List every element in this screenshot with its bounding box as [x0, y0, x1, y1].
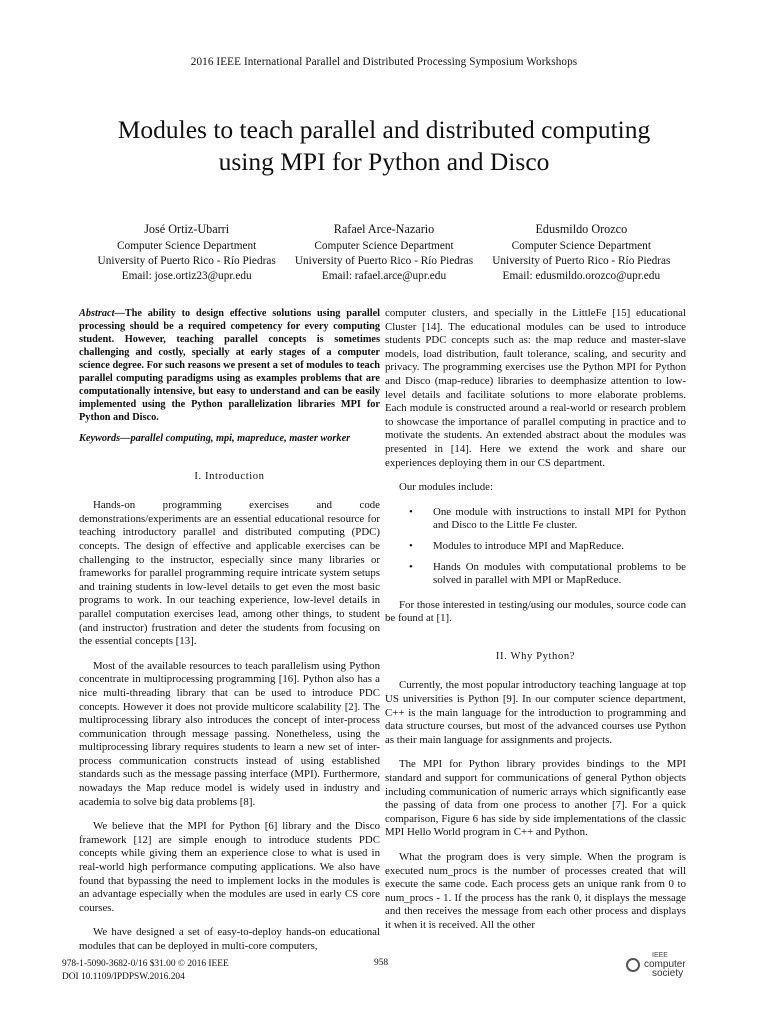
author-email: Email: jose.ortiz23@upr.edu	[121, 270, 252, 282]
right-paragraph-1: computer clusters, and specially in the LittleFe [15] educational Cluster [14]. The educational modules can be used to introduce students PDC concepts such as: the map reduce and master-slave models, load distribution, fault tolerance, scaling, and security and privacy. The programming exercises use the Python MPI for Python and Disco (map-reduce) libraries to deemphasize attention to low-level details and facilitate solutions to more elaborate problems. Each module is constructed around a real-world or research problem to showcase the importance of parallel computing in practice and to motivate the students. An extended abstract about the modules was presented in [14]. Here we extend the work and share our experiences deploying them in our CS department.	[385, 307, 686, 469]
author-univ: University of Puerto Rico - Río Piedras	[492, 255, 671, 267]
section-heading-why-python: II. Why Python?	[495, 650, 576, 662]
author-name: José Ortiz-Ubarri	[144, 222, 230, 236]
abstract	[79, 307, 380, 424]
logo-ieee-text: IEEE	[652, 952, 668, 959]
author-univ: University of Puerto Rico - Río Piedras	[294, 255, 474, 267]
keywords: Keywords—parallel computing, mpi, mapreduce, master worker	[79, 433, 351, 444]
footer-copyright	[62, 958, 229, 984]
title-line-1: Modules to teach parallel and distributed computing	[117, 115, 651, 144]
conference-header: 2016 IEEE International Parallel and Distributed Processing Symposium Workshops	[190, 56, 578, 68]
modules-list	[385, 506, 686, 588]
abstract-label: Abstract	[79, 308, 115, 319]
author-name: Rafael Arce-Nazario	[333, 222, 435, 236]
author-dept: Computer Science Department	[117, 240, 257, 252]
intro-paragraph-2: Most of the available resources to teach parallelism using Python concentrate in multiprocessing programming [16]. Python also has a nice multi-threading library that can be used to introduce PDC concepts. However it does not provide multicore scalability [2]. The multiprocessing library also introduces the concept of inter-process communication through message passing. Nonetheless, using the multiprocessing library requires students to learn a new set of inter-process communication constructs instead of using established standards such as the message passing interface (MPI). Furthermore, nowadays the Map reduce model is widely used in industry and academia to solve big data problems [8].	[79, 659, 380, 808]
page-number: 958	[374, 958, 389, 968]
source-paragraph: For those interested in testing/using our modules, source code can be found at [1].	[385, 598, 686, 625]
bullet-icon: •	[409, 539, 413, 552]
list-item: • Hands On modules with computational problems to be solved in parallel with MPI or MapReduce.	[409, 560, 686, 587]
author-name: Edusmildo Orozco	[535, 222, 628, 236]
intro-paragraph-4: We have designed a set of easy-to-deploy hands-on educational modules that can be deployed in multi-core computers,	[79, 926, 380, 952]
author-univ: University of Puerto Rico - Río Piedras	[97, 255, 276, 267]
list-item: • One module with instructions to install MPI for Python and Disco to the Little Fe cluster.	[409, 505, 686, 532]
author-1	[88, 222, 285, 284]
why-paragraph-3: What the program does is very simple. When the program is executed num_procs is the number of processes created that will execute the same code. Each process gets an unique rank from 0 to num_procs - 1. If the process has the rank 0, it displays the message and then receives the message from each other process and displays it when it is received. All the other	[385, 851, 686, 931]
paper-title	[40, 114, 728, 178]
section-heading-introduction: I. Introduction	[194, 470, 265, 482]
title-line-2: using MPI for Python and Disco	[218, 147, 550, 176]
author-email: Email: rafael.arce@upr.edu	[321, 270, 447, 282]
intro-paragraph-3: We believe that the MPI for Python [6] library and the Disco framework [12] are simple enough to introduce students PDC concepts while giving them an experience close to what is used in real-world high performance computing applications. We also have found that bypassing the need to implement locks in the modules is an advantage especially when the modules are used in early CS core courses.	[79, 820, 380, 914]
right-column	[385, 307, 686, 933]
footer-doi: DOI 10.1109/IPDPSW.2016.204	[62, 972, 185, 982]
footer-isbn: 978-1-5090-3682-0/16 $31.00 © 2016 IEEE	[62, 959, 229, 969]
bullet-icon: •	[409, 560, 413, 573]
computer-society-logo	[626, 952, 696, 986]
bullet-icon: •	[409, 505, 413, 518]
abstract-text: —The ability to design effective solutions using parallel processing should be a required competency for every computing student. However, teaching parallel concepts is sometimes challenging and costly, specially at early stages of a computer science degree. For such reasons we present a set of modules to teach parallel computing paradigms using as examples problems that are computationally intensive, but easy to understand and can be easily implemented using the Python parallelization libraries MPI for Python and Disco.	[79, 308, 380, 423]
logo-wordmark: computer society	[644, 959, 686, 979]
why-paragraph-2: The MPI for Python library provides bindings to the MPI standard and support for communications of general Python objects including communication of numeric arrays which significantly ease the passing of data from one process to another [7]. For a quick comparison, Figure 6 has side by side implementations of the classic MPI Hello World program in C++ and Python.	[385, 758, 686, 839]
author-email: Email: edusmildo.orozco@upr.edu	[502, 270, 661, 282]
intro-paragraph-1: Hands-on programming exercises and code demonstrations/experiments are an essential educational resource for teaching introductory parallel and distributed computing (PDC) concepts. The design of effective and applicable exercises can be challenging to the instructor, especially since many libraries or frameworks for parallel programming require intricate system setups and training students in low-level details to get even the most basic programs to work. In our teaching experience, low-level details in parallel computation exercises lead, among other things, to student (and instructor) frustration and deter the students from focusing on the essential concepts [13].	[79, 499, 380, 648]
author-2	[285, 222, 482, 284]
author-dept: Computer Science Department	[314, 240, 454, 252]
why-paragraph-1: Currently, the most popular introductory teaching language at top US universities is Python [9]. In our computer science department, C++ is the main language for the introduction to programming and data structure courses, but most of the advanced courses use Python as their main language for assignments and projects.	[385, 679, 686, 746]
author-dept: Computer Science Department	[511, 240, 651, 252]
author-3	[483, 222, 680, 284]
left-column	[79, 307, 380, 954]
modules-intro: Our modules include:	[399, 481, 493, 494]
author-block	[88, 222, 680, 284]
globe-icon	[626, 958, 640, 972]
list-item: • Modules to introduce MPI and MapReduce.	[409, 539, 624, 552]
